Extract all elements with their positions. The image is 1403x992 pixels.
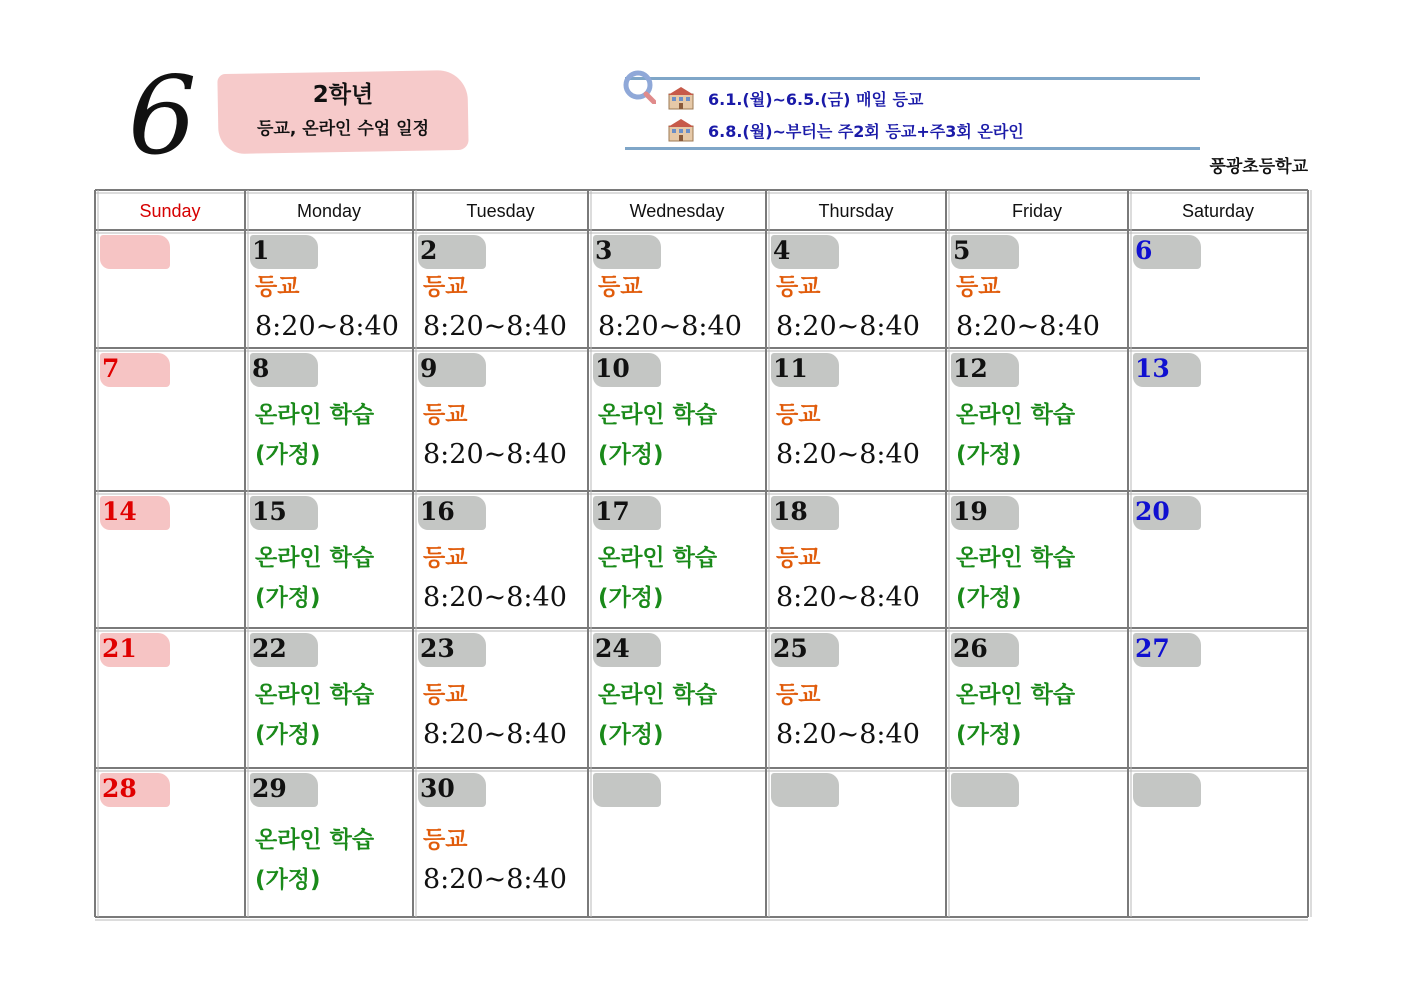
day-number: 14: [102, 497, 137, 526]
day-number: 20: [1135, 497, 1170, 526]
day-number: 15: [252, 497, 287, 526]
attendance-time: 8:20~8:40: [956, 311, 1100, 342]
attendance-label: 등교: [776, 402, 821, 428]
day-tab-highlight: [771, 773, 839, 807]
weekday-header-sunday: Sunday: [139, 201, 201, 221]
online-location: (가정): [598, 722, 664, 748]
day-number: 19: [953, 497, 988, 526]
day-number: 4: [773, 236, 791, 265]
attendance-time: 8:20~8:40: [776, 582, 920, 613]
online-learning-label: 온라인 학습: [956, 545, 1076, 571]
month-number: 6: [128, 54, 197, 179]
day-tab-highlight: [100, 235, 170, 269]
weekday-header-friday: Friday: [1011, 201, 1062, 221]
day-tab-highlight: [1133, 773, 1201, 807]
attendance-time: 8:20~8:40: [776, 311, 920, 342]
online-location: (가정): [255, 585, 321, 611]
online-location: (가정): [598, 585, 664, 611]
online-location: (가정): [255, 442, 321, 468]
day-number: 12: [953, 354, 988, 383]
day-number: 22: [252, 634, 287, 663]
online-location: (가정): [956, 442, 1022, 468]
attendance-time: 8:20~8:40: [255, 311, 399, 342]
weekday-header-tuesday: Tuesday: [466, 201, 535, 221]
attendance-label: 등교: [776, 682, 821, 708]
attendance-time: 8:20~8:40: [598, 311, 742, 342]
grade-title: 2학년: [312, 82, 374, 108]
weekday-header-thursday: Thursday: [818, 201, 894, 221]
attendance-label: 등교: [956, 274, 1001, 300]
attendance-time: 8:20~8:40: [423, 439, 567, 470]
online-learning-label: 온라인 학습: [255, 682, 375, 708]
attendance-label: 등교: [423, 402, 468, 428]
day-number: 25: [773, 634, 808, 663]
day-number: 6: [1135, 236, 1153, 265]
weekday-header-wednesday: Wednesday: [629, 201, 725, 221]
day-number: 24: [595, 634, 630, 663]
day-number: 2: [420, 236, 438, 265]
day-number: 21: [102, 634, 137, 663]
notice-text-2: 6.8.(월)~부터는 주2회 등교+주3회 온라인: [708, 121, 1024, 141]
day-number: 10: [595, 354, 630, 383]
online-location: (가정): [956, 722, 1022, 748]
attendance-label: 등교: [255, 274, 300, 300]
day-number: 18: [773, 497, 808, 526]
online-learning-label: 온라인 학습: [598, 402, 718, 428]
day-number: 17: [595, 497, 630, 526]
day-tab-highlight: [593, 773, 661, 807]
notice-text-1: 6.1.(월)~6.5.(금) 매일 등교: [708, 89, 924, 109]
day-number: 27: [1135, 634, 1170, 663]
online-learning-label: 온라인 학습: [598, 545, 718, 571]
online-location: (가정): [598, 442, 664, 468]
weekday-header-monday: Monday: [296, 201, 362, 221]
online-learning-label: 온라인 학습: [255, 545, 375, 571]
day-number: 9: [420, 354, 438, 383]
online-learning-label: 온라인 학습: [956, 682, 1076, 708]
day-number: 8: [252, 354, 270, 383]
attendance-time: 8:20~8:40: [776, 439, 920, 470]
day-number: 26: [953, 634, 988, 663]
attendance-time: 8:20~8:40: [776, 719, 920, 750]
attendance-time: 8:20~8:40: [423, 864, 567, 895]
day-number: 11: [773, 354, 808, 383]
day-number: 5: [953, 236, 971, 265]
attendance-label: 등교: [776, 545, 821, 571]
attendance-label: 등교: [598, 274, 643, 300]
day-number: 13: [1135, 354, 1170, 383]
day-number: 23: [420, 634, 455, 663]
attendance-label: 등교: [423, 545, 468, 571]
day-tab-highlight: [951, 773, 1019, 807]
day-number: 16: [420, 497, 455, 526]
online-location: (가정): [255, 867, 321, 893]
online-learning-label: 온라인 학습: [255, 402, 375, 428]
weekday-header-saturday: Saturday: [1181, 201, 1255, 221]
online-learning-label: 온라인 학습: [956, 402, 1076, 428]
day-number: 1: [252, 236, 270, 265]
attendance-time: 8:20~8:40: [423, 719, 567, 750]
attendance-label: 등교: [423, 682, 468, 708]
day-number: 3: [595, 236, 613, 265]
day-number: 30: [420, 774, 455, 803]
online-location: (가정): [956, 585, 1022, 611]
day-number: 29: [252, 774, 287, 803]
attendance-label: 등교: [423, 827, 468, 853]
day-number: 28: [102, 774, 137, 803]
schedule-subtitle: 등교, 온라인 수업 일정: [256, 119, 429, 139]
online-location: (가정): [255, 722, 321, 748]
attendance-time: 8:20~8:40: [423, 311, 567, 342]
attendance-time: 8:20~8:40: [423, 582, 567, 613]
attendance-label: 등교: [776, 274, 821, 300]
day-number: 7: [102, 354, 120, 383]
school-name: 풍광초등학교: [1209, 157, 1308, 177]
online-learning-label: 온라인 학습: [255, 827, 375, 853]
attendance-label: 등교: [423, 274, 468, 300]
online-learning-label: 온라인 학습: [598, 682, 718, 708]
